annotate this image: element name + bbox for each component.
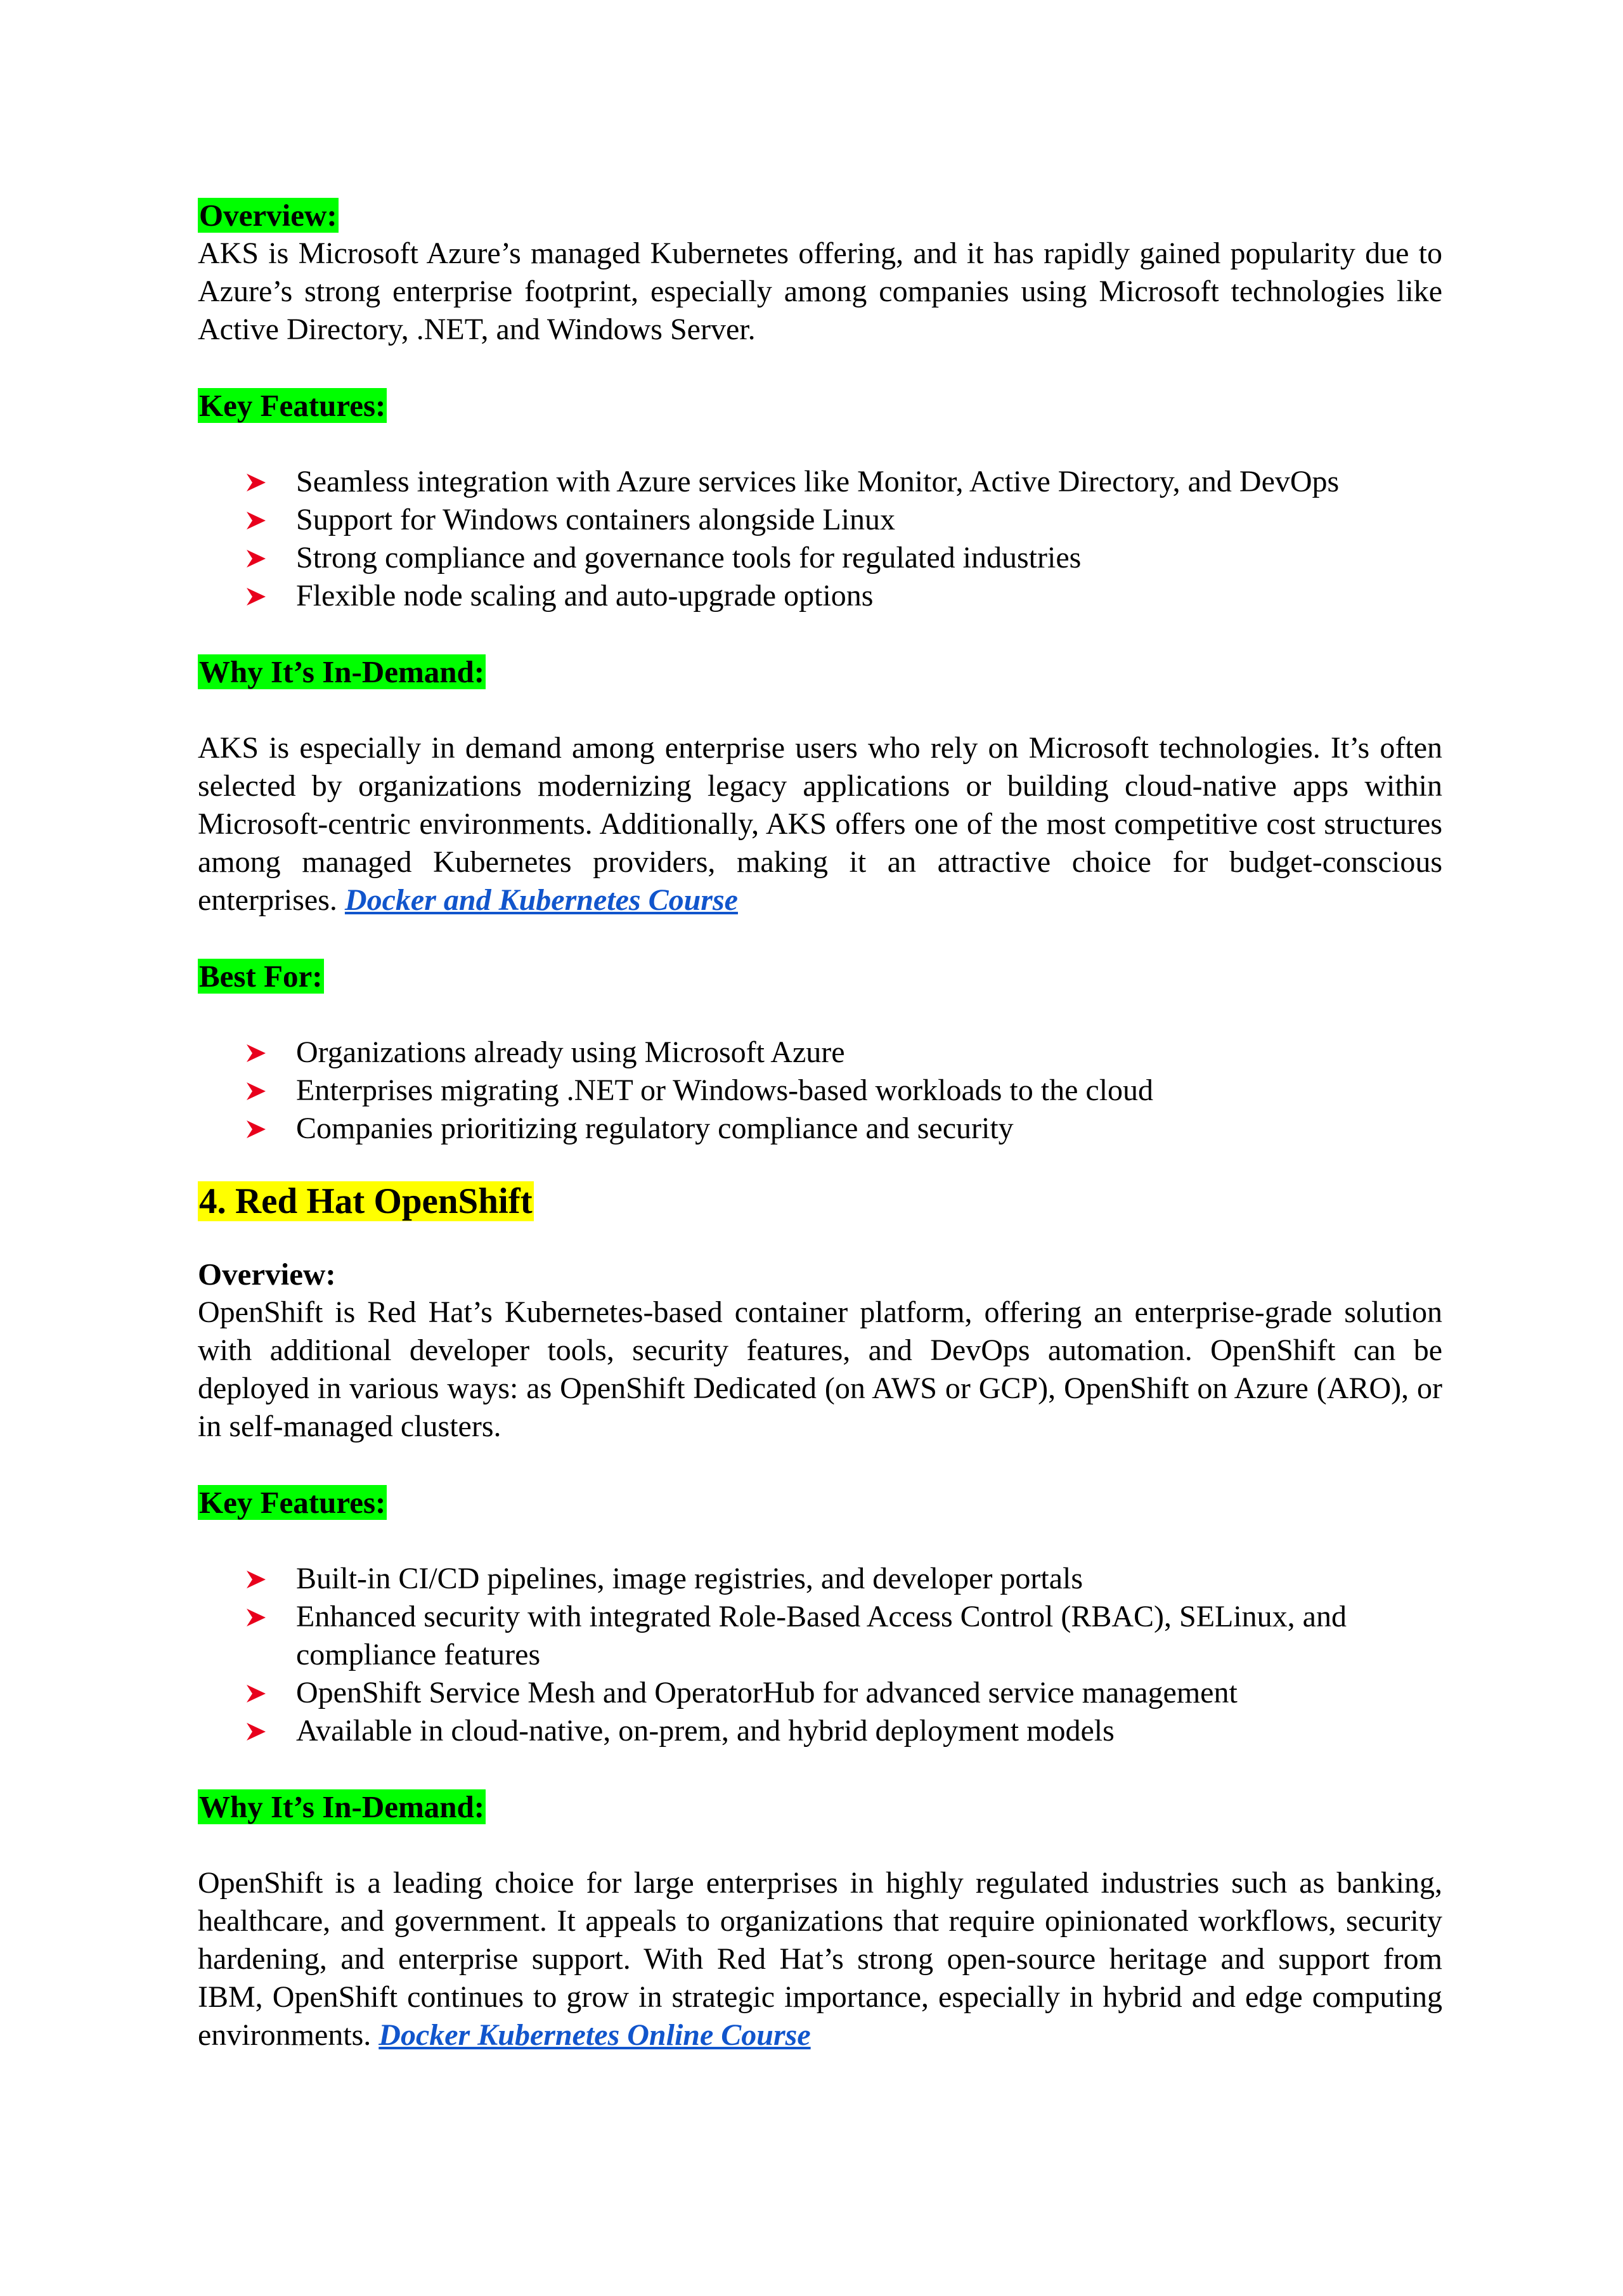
arrowhead-bullet-icon xyxy=(247,1082,266,1100)
list-item: Available in cloud-native, on-prem, and hybrid deployment models xyxy=(198,1712,1442,1750)
arrowhead-bullet-icon xyxy=(247,1571,266,1588)
list-item: Flexible node scaling and auto-upgrade options xyxy=(198,577,1442,615)
list-item: Enhanced security with integrated Role-Based Access Control (RBAC), SELinux, and compliance features xyxy=(198,1598,1442,1674)
aks-features-heading: Key Features: xyxy=(199,388,386,423)
aks-overview-heading: Overview: xyxy=(199,198,337,233)
arrowhead-bullet-icon xyxy=(247,1044,266,1062)
docker-kubernetes-course-link[interactable]: Docker and Kubernetes Course xyxy=(344,883,738,917)
list-item: OpenShift Service Mesh and OperatorHub for advanced service management xyxy=(198,1674,1442,1712)
aks-best-for-list xyxy=(198,1034,1442,1148)
aks-overview-text: AKS is Microsoft Azure’s managed Kubernetes offering, and it has rapidly gained popularity due to Azure’s strong enterprise footprint, especially among companies using Microsoft technologies like Active Directory, .NET, and Windows Server. xyxy=(198,237,1442,346)
openshift-demand-heading: Why It’s In-Demand: xyxy=(199,1789,485,1824)
arrowhead-bullet-icon xyxy=(247,474,266,491)
arrowhead-bullet-icon xyxy=(247,512,266,529)
list-item: Companies prioritizing regulatory compliance and security xyxy=(198,1110,1442,1148)
aks-best-for-heading: Best For: xyxy=(199,959,323,994)
list-item: Support for Windows containers alongside Linux xyxy=(198,501,1442,539)
arrowhead-bullet-icon xyxy=(247,550,266,568)
list-item: Enterprises migrating .NET or Windows-based workloads to the cloud xyxy=(198,1072,1442,1110)
list-item: Built-in CI/CD pipelines, image registries, and developer portals xyxy=(198,1560,1442,1598)
list-item: Seamless integration with Azure services like Monitor, Active Directory, and DevOps xyxy=(198,463,1442,501)
aks-demand-heading: Why It’s In-Demand: xyxy=(199,654,485,689)
list-item: Strong compliance and governance tools for regulated industries xyxy=(198,539,1442,577)
openshift-features-heading: Key Features: xyxy=(199,1485,386,1520)
arrowhead-bullet-icon xyxy=(247,1609,266,1626)
docker-kubernetes-online-course-link[interactable]: Docker Kubernetes Online Course xyxy=(378,2018,811,2052)
openshift-overview-text: OpenShift is Red Hat’s Kubernetes-based container platform, offering an enterprise-grade solution with additional developer tools, security features, and DevOps automation. OpenShift can be deployed in various ways: as OpenShift Dedicated (on AWS or GCP), OpenShift on Azure (ARO), or in self-managed clusters. xyxy=(198,1295,1442,1443)
arrowhead-bullet-icon xyxy=(247,588,266,606)
arrowhead-bullet-icon xyxy=(247,1120,266,1138)
openshift-features-list xyxy=(198,1560,1442,1750)
openshift-overview-heading: Overview: xyxy=(198,1257,336,1292)
aks-features-list xyxy=(198,463,1442,615)
arrowhead-bullet-icon xyxy=(247,1723,266,1741)
openshift-demand-text: OpenShift is a leading choice for large enterprises in highly regulated industries such as banking, healthcare, and government. It appeals to organizations that require opinionated workflows, security hardening, and enterprise support. With Red Hat’s strong open-source heritage and support from IBM, OpenShift continues to grow in strategic importance, especially in hybrid and edge computing environments. Docker Kubernetes Online Course xyxy=(198,1866,1442,2052)
aks-demand-text: AKS is especially in demand among enterprise users who rely on Microsoft technologies. It’s often selected by organizations modernizing legacy applications or building cloud-native apps within Microsoft-centric environments. Additionally, AKS offers one of the most competitive cost structures among managed Kubernetes providers, making it an attractive choice for budget-conscious enterprises. Docker and Kubernetes Course xyxy=(198,731,1442,917)
list-item: Organizations already using Microsoft Azure xyxy=(198,1034,1442,1072)
arrowhead-bullet-icon xyxy=(247,1685,266,1703)
openshift-section-title: 4. Red Hat OpenShift xyxy=(199,1181,533,1221)
document-page xyxy=(198,197,1442,2054)
